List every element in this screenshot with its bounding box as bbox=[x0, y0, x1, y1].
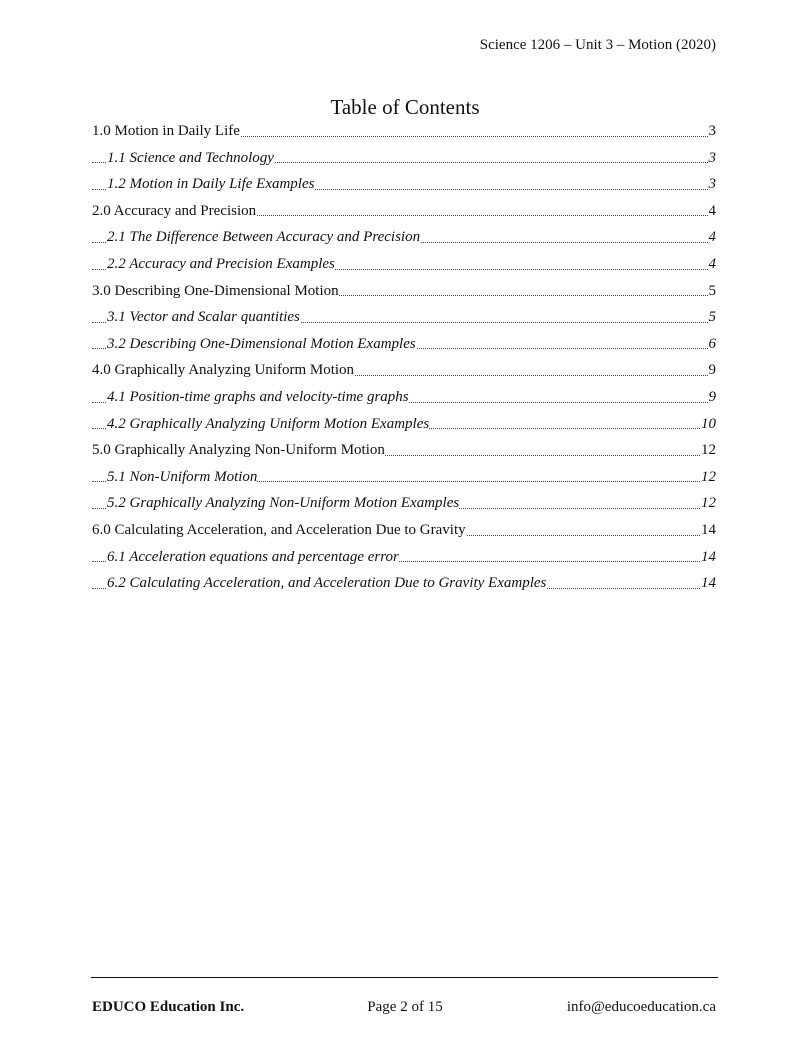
toc-entry-page[interactable]: 14 bbox=[700, 570, 716, 597]
toc-entry-label[interactable]: 2.2 Accuracy and Precision Examples bbox=[107, 251, 335, 278]
toc-entry-label[interactable]: 1.0 Motion in Daily Life bbox=[92, 118, 240, 145]
toc-entry-2-0[interactable] bbox=[92, 198, 716, 225]
toc-entry-5-0[interactable] bbox=[92, 437, 716, 464]
toc-entry-3-0[interactable] bbox=[92, 278, 716, 305]
toc-entry-2-1[interactable] bbox=[92, 224, 716, 251]
footer-page-number: Page 2 of 15 bbox=[367, 999, 443, 1015]
toc-entry-6-0[interactable] bbox=[92, 517, 716, 544]
toc-entry-label[interactable]: 4.0 Graphically Analyzing Uniform Motion bbox=[92, 357, 354, 384]
toc-entry-1-0[interactable] bbox=[92, 118, 716, 145]
toc-entry-label[interactable]: 5.0 Graphically Analyzing Non-Uniform Motion bbox=[92, 437, 385, 464]
toc-entry-page[interactable]: 5 bbox=[708, 304, 717, 331]
footer-company: EDUCO Education Inc. bbox=[92, 999, 245, 1015]
toc-entry-4-0[interactable] bbox=[92, 357, 716, 384]
toc-entry-5-2[interactable] bbox=[92, 490, 716, 517]
toc-entry-page[interactable]: 4 bbox=[708, 251, 717, 278]
toc-entry-label[interactable]: 4.1 Position-time graphs and velocity-time graphs bbox=[107, 384, 409, 411]
toc-entry-page[interactable]: 12 bbox=[700, 490, 716, 517]
footer-divider bbox=[91, 977, 718, 978]
toc-entry-page[interactable]: 9 bbox=[708, 384, 717, 411]
toc-entry-label[interactable]: 6.0 Calculating Acceleration, and Acceleration Due to Gravity bbox=[92, 517, 466, 544]
toc-entry-label[interactable]: 1.2 Motion in Daily Life Examples bbox=[107, 171, 314, 198]
toc-entry-6-1[interactable] bbox=[92, 544, 716, 571]
toc-entry-page[interactable]: 3 bbox=[708, 145, 717, 172]
toc-entry-4-1[interactable] bbox=[92, 384, 716, 411]
toc-entry-page[interactable]: 3 bbox=[708, 118, 717, 145]
toc-entry-6-2[interactable] bbox=[92, 570, 716, 597]
toc-entry-1-1[interactable] bbox=[92, 145, 716, 172]
toc-entry-4-2[interactable] bbox=[92, 411, 716, 438]
toc-entry-page[interactable]: 5 bbox=[708, 278, 717, 305]
toc-entry-label[interactable]: 2.1 The Difference Between Accuracy and Precision bbox=[107, 224, 420, 251]
toc-entry-label[interactable]: 5.2 Graphically Analyzing Non-Uniform Motion Examples bbox=[107, 490, 459, 517]
footer-email: info@educoeducation.ca bbox=[566, 999, 716, 1015]
toc-entry-page[interactable]: 14 bbox=[700, 544, 716, 571]
toc-entry-page[interactable]: 4 bbox=[708, 224, 717, 251]
toc-entry-page[interactable]: 14 bbox=[700, 517, 716, 544]
toc-entry-page[interactable]: 12 bbox=[700, 437, 716, 464]
toc-entry-2-2[interactable] bbox=[92, 251, 716, 278]
toc-entry-page[interactable]: 4 bbox=[708, 198, 717, 225]
table-of-contents bbox=[92, 118, 716, 597]
toc-entry-label[interactable]: 1.1 Science and Technology bbox=[107, 145, 274, 172]
toc-title: Table of Contents bbox=[330, 95, 480, 119]
toc-entry-label[interactable]: 6.1 Acceleration equations and percentage error bbox=[107, 544, 399, 571]
toc-entry-label[interactable]: 3.0 Describing One-Dimensional Motion bbox=[92, 278, 339, 305]
toc-entry-1-2[interactable] bbox=[92, 171, 716, 198]
toc-entry-page[interactable]: 3 bbox=[708, 171, 717, 198]
toc-entry-label[interactable]: 3.2 Describing One-Dimensional Motion Examples bbox=[107, 331, 416, 358]
toc-entry-label[interactable]: 5.1 Non-Uniform Motion bbox=[107, 464, 257, 491]
toc-entry-3-1[interactable] bbox=[92, 304, 716, 331]
toc-entry-label[interactable]: 3.1 Vector and Scalar quantities bbox=[107, 304, 300, 331]
toc-entry-label[interactable]: 4.2 Graphically Analyzing Uniform Motion Examples bbox=[107, 411, 429, 438]
toc-entry-page[interactable]: 10 bbox=[700, 411, 716, 438]
toc-entry-5-1[interactable] bbox=[92, 464, 716, 491]
toc-entry-label[interactable]: 6.2 Calculating Acceleration, and Acceleration Due to Gravity Examples bbox=[107, 570, 546, 597]
toc-entry-3-2[interactable] bbox=[92, 331, 716, 358]
toc-entry-page[interactable]: 6 bbox=[708, 331, 717, 358]
running-header: Science 1206 – Unit 3 – Motion (2020) bbox=[479, 37, 716, 53]
toc-entry-page[interactable]: 9 bbox=[708, 357, 717, 384]
toc-entry-label[interactable]: 2.0 Accuracy and Precision bbox=[92, 198, 256, 225]
toc-entry-page[interactable]: 12 bbox=[700, 464, 716, 491]
